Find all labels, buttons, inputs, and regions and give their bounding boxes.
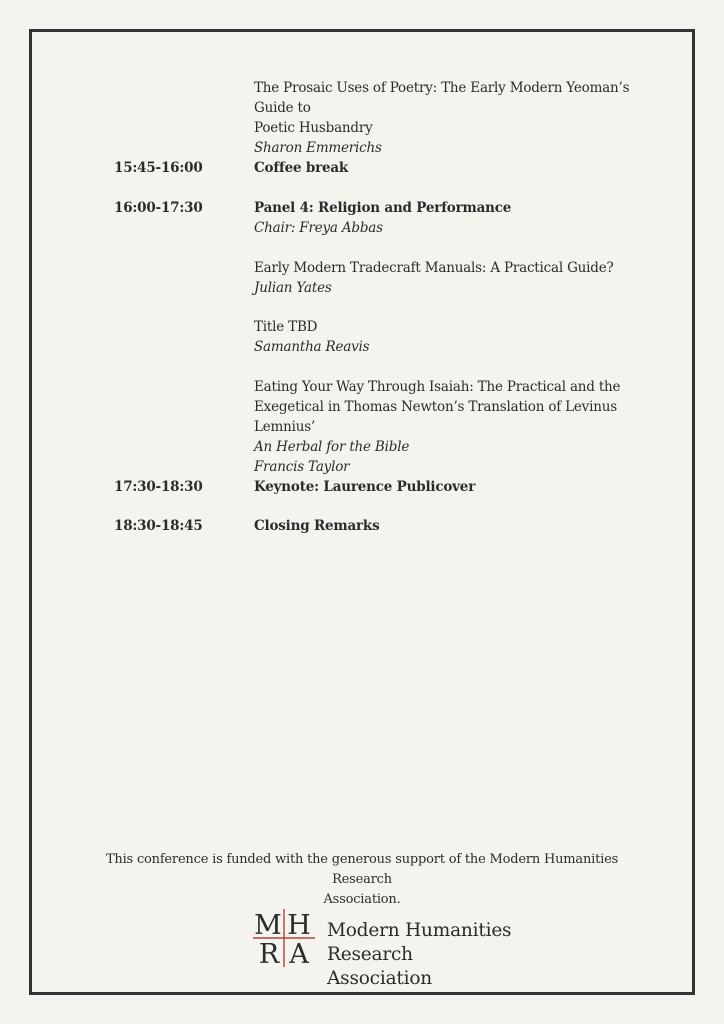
panel-title: Panel 4: Religion and Performance — [254, 200, 512, 216]
logo-letter-a: A — [289, 939, 309, 967]
logo-wordmark — [327, 919, 513, 991]
entry-content — [254, 317, 664, 357]
speaker-name: Samantha Reavis — [254, 339, 370, 355]
funding-note-line: Association. — [323, 892, 401, 907]
entry-content — [254, 198, 664, 238]
talk-title: Early Modern Tradecraft Manuals: A Practical Guide? — [254, 260, 614, 276]
speaker-name: Francis Taylor — [254, 459, 350, 475]
talk-title: Title TBD — [254, 319, 318, 335]
entry-time: 16:00-17:30 — [114, 200, 203, 216]
logo-letter-h: H — [287, 910, 311, 941]
logo-name-line: Research Association — [327, 944, 432, 989]
panel-chair: Chair: Freya Abbas — [254, 220, 383, 236]
entry-content — [254, 516, 664, 536]
logo-letter-r: R — [258, 939, 280, 967]
entry-content — [254, 377, 664, 477]
talk-title: The Prosaic Uses of Poetry: The Early Modern Yeoman’s Guide to — [254, 80, 630, 116]
entry-time: 17:30-18:30 — [114, 479, 203, 495]
book-title: An Herbal for the Bible — [254, 439, 410, 455]
speaker-name: Sharon Emmerichs — [254, 140, 382, 156]
closing-title: Closing Remarks — [254, 518, 380, 534]
entry-content — [254, 158, 664, 178]
session-title: Coffee break — [254, 160, 349, 176]
mhra-logo — [253, 909, 513, 989]
talk-title: Eating Your Way Through Isaiah: The Practical and the — [254, 379, 621, 395]
mhra-logo-mark — [253, 909, 315, 967]
keynote-title: Keynote: Laurence Publicover — [254, 479, 476, 495]
entry-time: 15:45-16:00 — [114, 160, 203, 176]
talk-title-continued: Poetic Husbandry — [254, 120, 373, 136]
funding-note-line: This conference is funded with the generous support of the Modern Humanities Research — [105, 852, 619, 887]
logo-name-line: Modern Humanities — [327, 920, 512, 941]
talk-title-continued: Exegetical in Thomas Newton’s Translation of Levinus Lemnius’ — [254, 399, 617, 435]
entry-content — [254, 477, 664, 497]
entry-content — [254, 78, 664, 158]
logo-letter-m: M — [254, 910, 282, 941]
page-frame — [29, 29, 695, 995]
speaker-name: Julian Yates — [254, 280, 332, 296]
funding-note — [92, 850, 632, 910]
entry-time: 18:30-18:45 — [114, 518, 203, 534]
entry-content — [254, 258, 664, 298]
